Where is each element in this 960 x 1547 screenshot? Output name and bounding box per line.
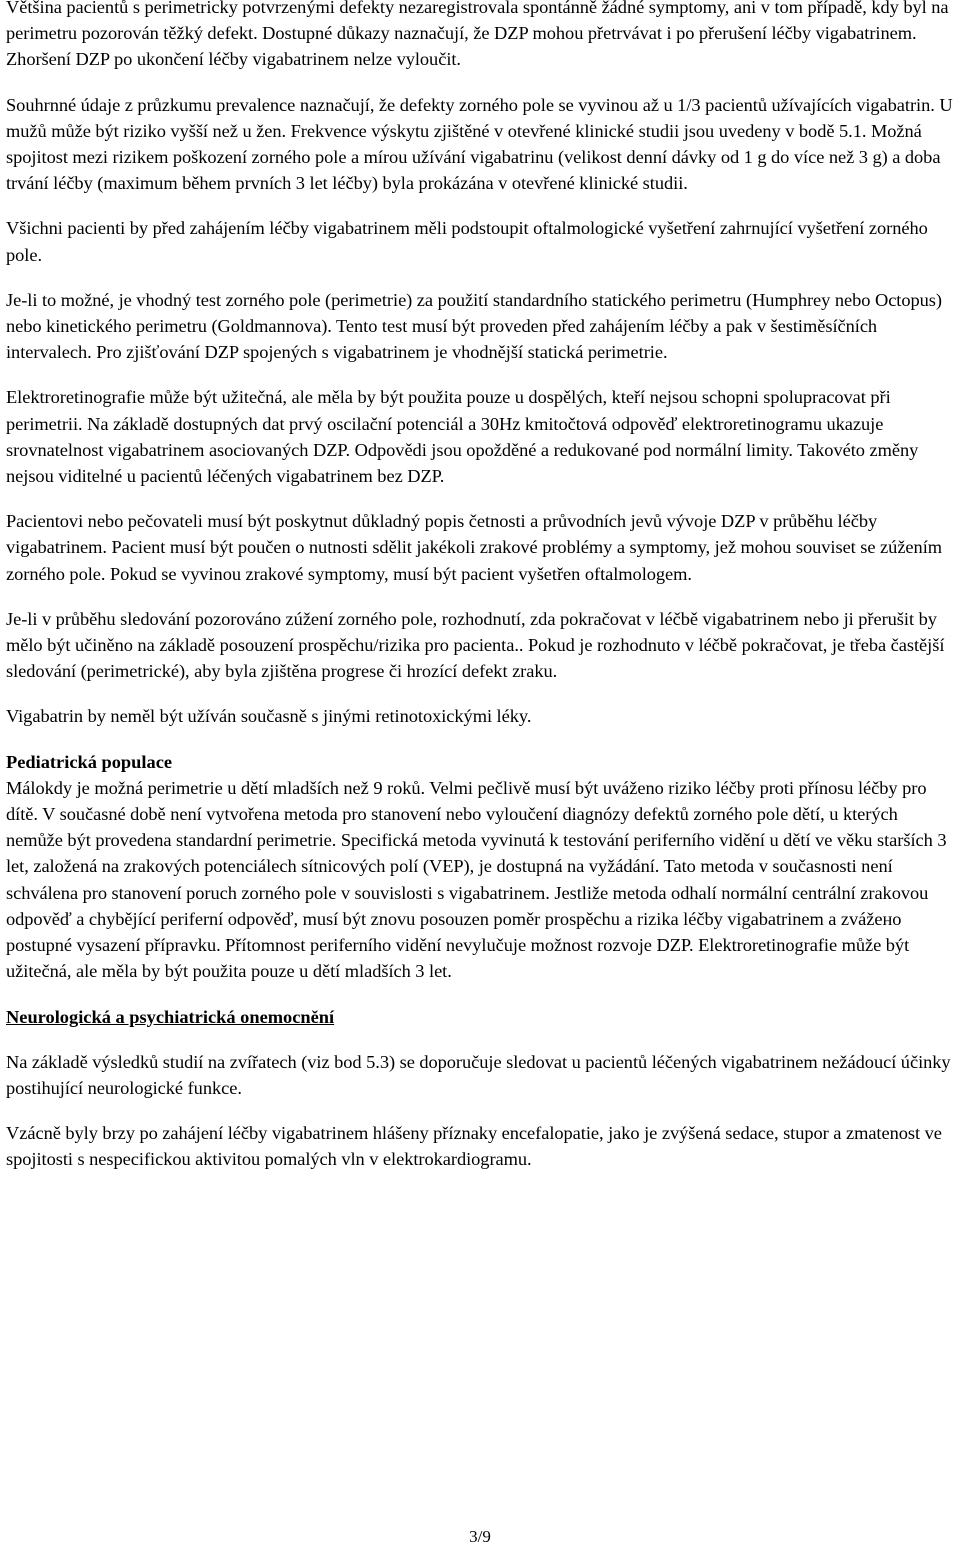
paragraph-eye-exam: Všichni pacienti by před zahájením léčby vigabatrinem měli podstoupit oftalmologické vyšetření zahrnující vyšetření zorného pole. (6, 218, 928, 265)
section-pediatric (6, 749, 958, 985)
paragraph-retinotoxic: Vigabatrin by neměl být užíván současně s jinými retinotoxickými léky. (6, 706, 532, 727)
paragraph-dzp-persistence: Většina pacientů s perimetricky potvrzenými defekty nezaregistrovala spontánně žádné symptomy, ani v tom případě, kdy byl na perimetru pozorován těžký defekt. Dostupné důkazy naznačují, že DZP mohou přetrvávat i po přerušení léčby vigabatrinem. Zhoršení DZP po ukončení léčby vigabatrinem nelze vyloučit. (6, 0, 949, 70)
paragraph-electroretinography: Elektroretinografie může být užitečná, ale měla by být použita pouze u dospělých, kteří nejsou schopni spolupracovat při perimetrii. Na základě dostupných dat prvý oscilační potenciál a 30Hz kmitočtová odpověď elektroretinogramu ukazuje srovnatelnost vigabatrinem asociovaných DZP. Odpovědi jsou opožděné a redukované pod normální limity. Takovéto změny nejsou viditelné u pacientů léčených vigabatrinem bez DZP. (6, 387, 919, 487)
paragraph-neuro-encephalopathy: Vzácně byly brzy po zahájení léčby vigabatrinem hlášeny příznaky encefalopatie, jako je zvýšená sedace, stupor a zmatenost ve spojitosti s nespecifickou aktivitou pomalých vln v elektrokardiogramu. (6, 1123, 942, 1170)
paragraph-patient-info: Pacientovi nebo pečovateli musí být poskytnut důkladný popis četnosti a průvodních jevů vývoje DZP v průběhu léčby vigabatrinem. Pacient musí být poučen o nutnosti sdělit jakékoli zrakové problémy a symptomy, jež mohou souviset se zúžením zorného pole. Pokud se vyvinou zrakové symptomy, musí být pacient vyšetřen oftalmologem. (6, 511, 943, 584)
heading-pediatric: Pediatrická populace (6, 751, 173, 772)
paragraph-prevalence: Souhrnné údaje z průzkumu prevalence naznačují, že defekty zorného pole se vyvinou až u 1/3 pacientů užívajících vigabatrin. U mužů může být riziko vyšší než u žen. Frekvence výskytu zjištěné v otevřené klinické studii jsou uvedeny v bodě 5.1. Možná spojitost mezi rizikem poškození zorného pole a mírou užívání vigabatrinu (velikost denní dávky od 1 g do více než 3 g) a doba trvání léčby (maximum během prvních 3 let léčby) byla prokázána v otevřené klinické studii. (6, 94, 953, 194)
paragraph-pediatric: Málokdy je možná perimetrie u dětí mladších než 9 roků. Velmi pečlivě musí být uváženo riziko léčby proti přínosu léčby pro dítě. V současné době není vytvořena metoda pro stanovení nebo vyloučení diagnózy defektů zorného pole dětí, u kterých nemůže být provedena standardní perimetrie. Specifická metoda vyvinutá k testování periferního vidění u dětí ve věku starších 3 let, založená na zrakových potenciálech sítnicových polí (VEP), je dostupná na vyžádání. Tato metoda v současnosti není schválena pro stanovení poruch zorného pole v souvislosti s vigabatrinem. Jestliže metoda odhalí normální centrální zrakovou odpověď a chybějící periferní odpověď, musí být znovu posouzen poměr prospěchu a rizika léčby vigabatrinem a zvážено postupné vysazení přípravku. Přítomnost periferního vidění nevylučuje možnost rozvoje DZP. Elektroretinografie může být užitečná, ale měla by být použita pouze u dětí mladších 3 let. (6, 777, 947, 982)
paragraph-perimetry: Je-li to možné, je vhodný test zorného pole (perimetrie) za použití standardního statického perimetru (Humphrey nebo Octopus) nebo kinetického perimetru (Goldmannova). Tento test musí být proveden před zahájením léčby a pak v šestiměsíčních intervalech. Pro zjišťování DZP spojených s vigabatrinem je vhodnější statická perimetrie. (6, 289, 942, 363)
page-number: 3/9 (469, 1527, 491, 1546)
document-body (6, 0, 958, 1192)
paragraph-monitoring: Je-li v průběhu sledování pozorováno zúžení zorného pole, rozhodnutí, zda pokračovat v léčbě vigabatrinem nebo ji přerušit by mělo být učiněno na základě posouzení prospěchu/rizika pro pacienta.. Pokud je rozhodnuto v léčbě pokračovat, je třeba častější sledování (perimetrické), aby byla zjištěna progrese či hrozící defekt zraku. (6, 608, 945, 682)
section-neurologic (6, 1004, 958, 1173)
paragraph-neuro-animal: Na základě výsledků studií na zvířatech (viz bod 5.3) se doporučuje sledovat u pacientů léčených vigabatrinem nežádoucí účinky postihující neurologické funkce. (6, 1051, 951, 1098)
heading-neurologic: Neurologická a psychiatrická onemocnění (6, 1006, 335, 1027)
